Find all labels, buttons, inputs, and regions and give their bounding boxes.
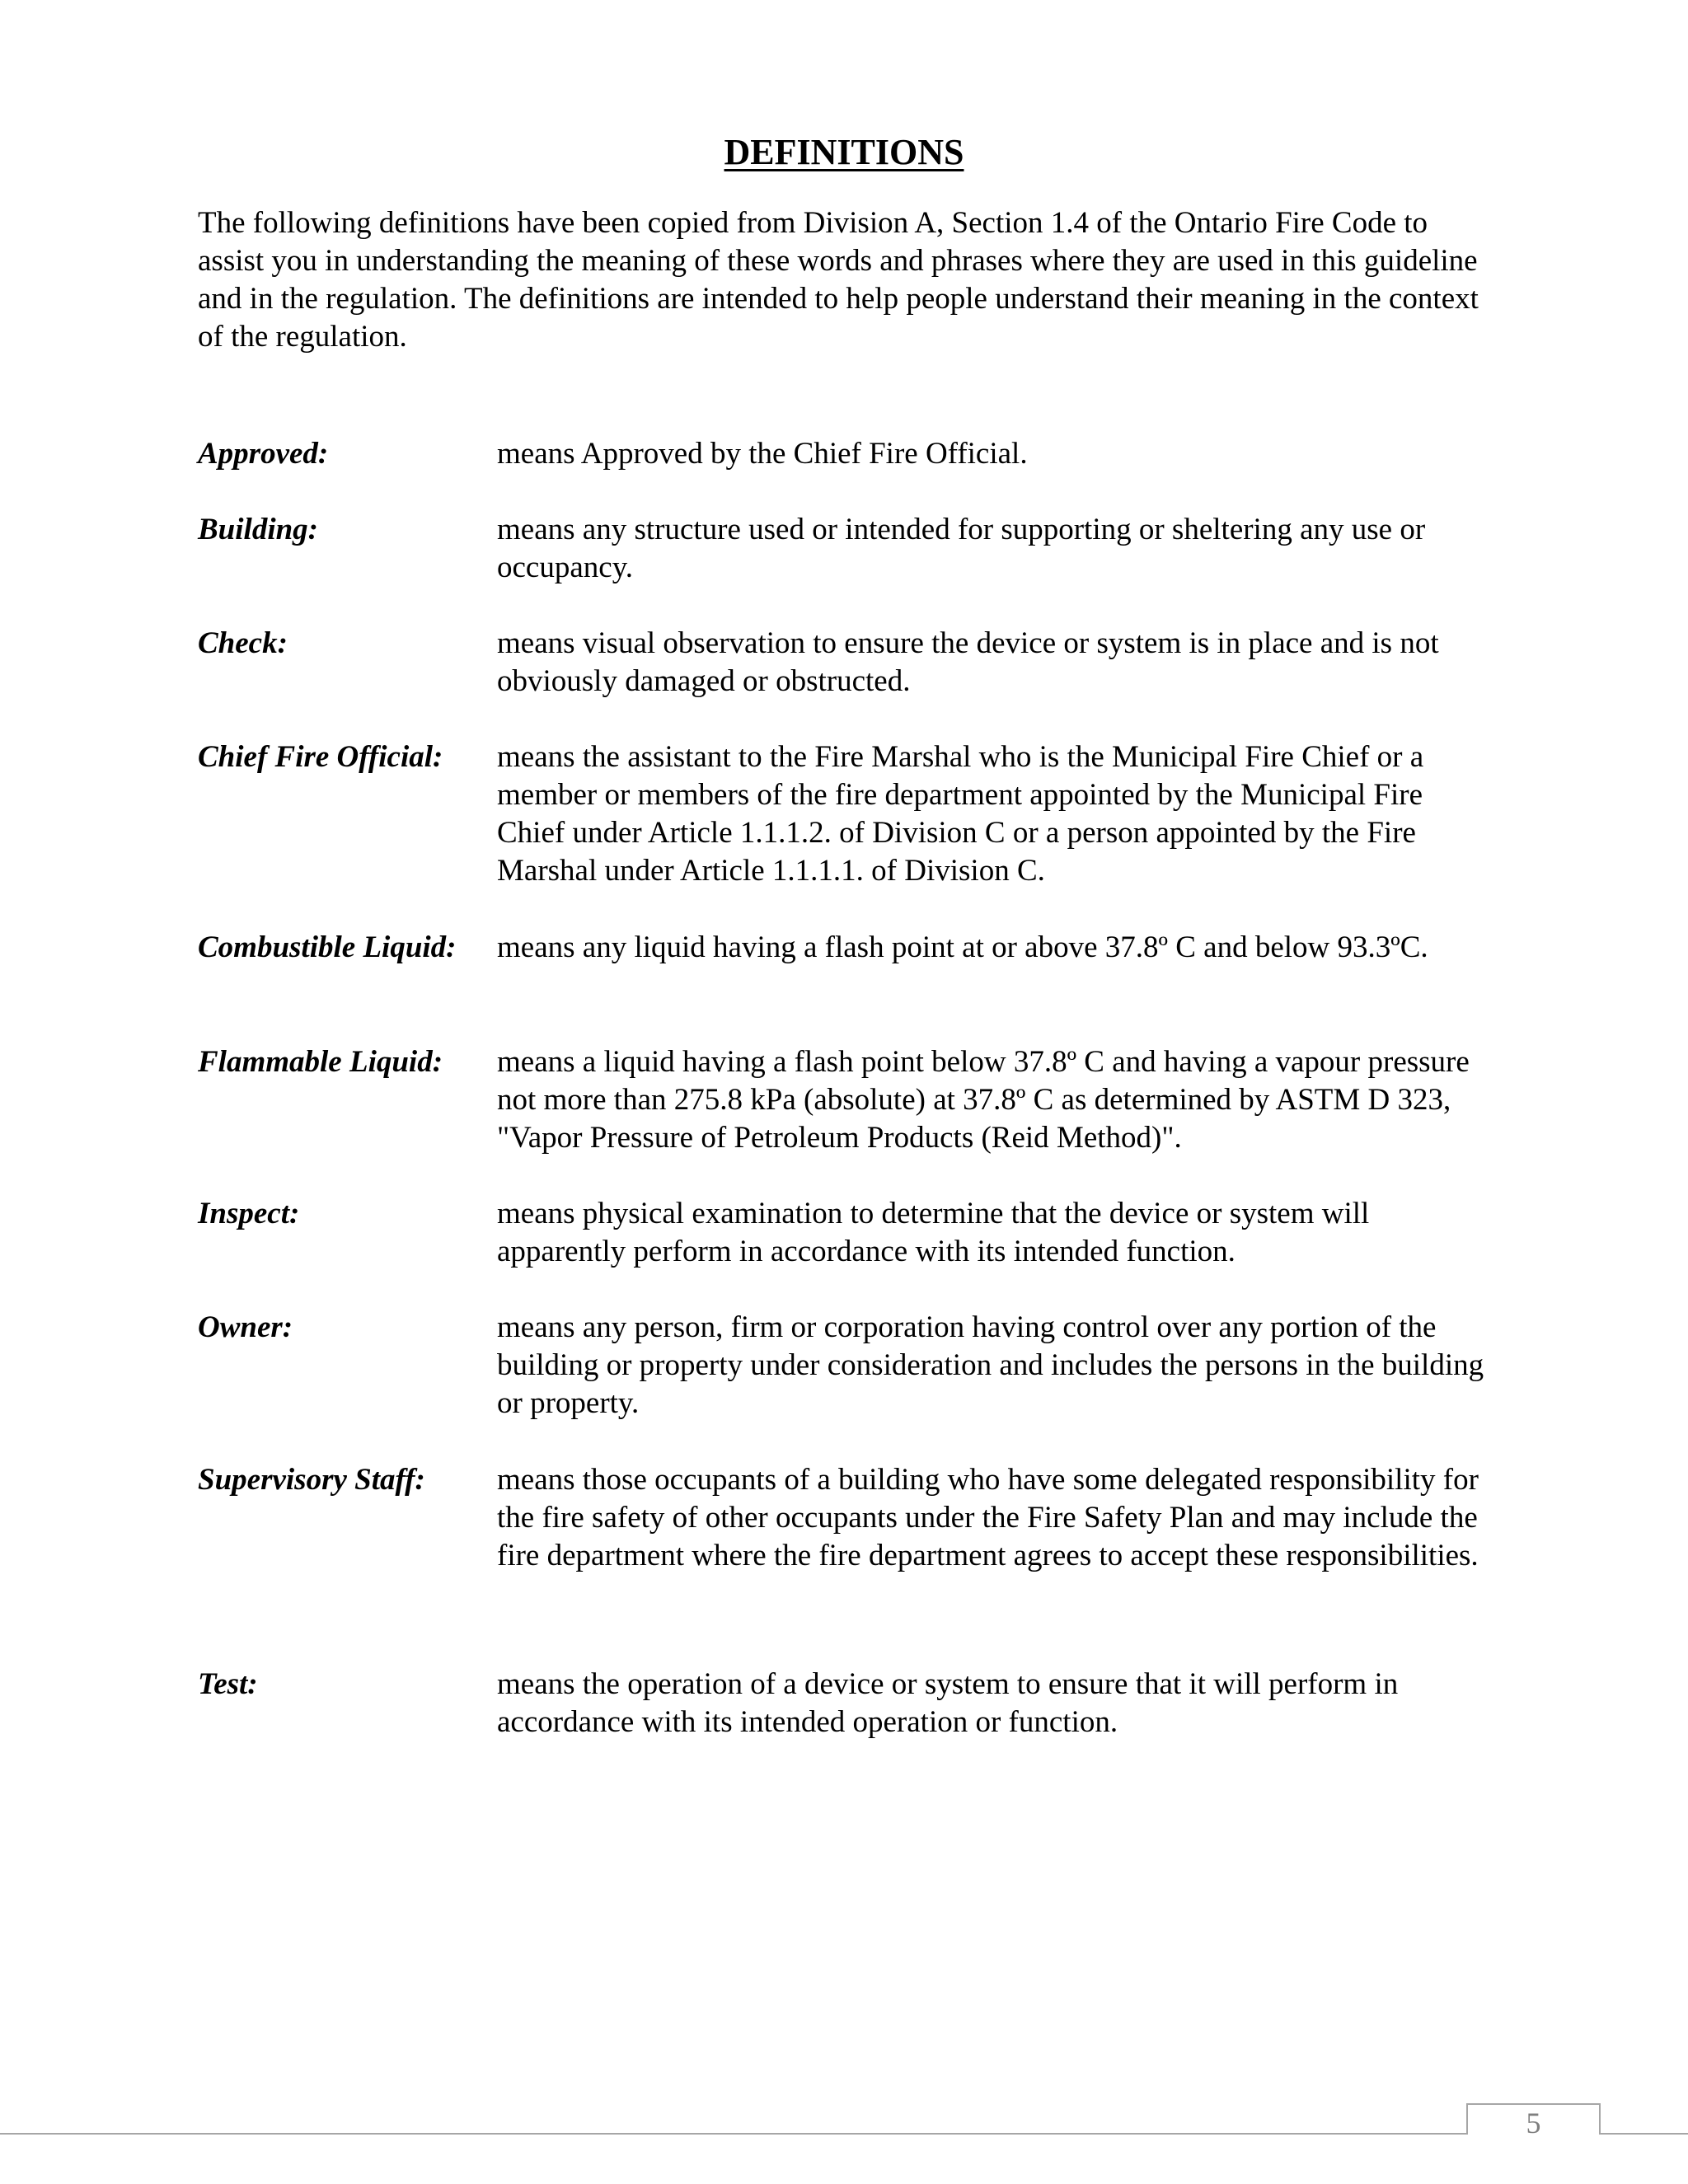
definition-term: Test:	[198, 1667, 258, 1701]
page-title: DEFINITIONS	[724, 132, 964, 172]
definition-text: means a liquid having a flash point below 37.8º C and having a vapour pressure not more than 275.8 kPa (absolute) at 37.8º C as determined by ASTM D 323, "Vapor Pressure of Petroleum Products (Reid Method)".	[497, 1045, 1470, 1155]
definition-text: means any structure used or intended for supporting or sheltering any use or occupancy.	[497, 513, 1426, 584]
definition-term: Supervisory Staff:	[198, 1463, 425, 1497]
footer-rule-right	[1599, 2133, 1688, 2135]
definition-term: Chief Fire Official:	[198, 740, 443, 774]
definition-term: Approved:	[198, 437, 329, 471]
definition-text: means the assistant to the Fire Marshal who is the Municipal Fire Chief or a member or members of the fire department appointed by the Municipal Fire Chief under Article 1.1.1.2. of Division C or a person appointed by the Fire Marshal under Article 1.1.1.1. of Division C.	[497, 740, 1424, 888]
page-number: 5	[1526, 2107, 1541, 2139]
definition-term: Combustible Liquid:	[198, 930, 457, 964]
definition-text: means Approved by the Chief Fire Official.	[497, 437, 1028, 471]
definition-text: means visual observation to ensure the device or system is in place and is not obviously damaged or obstructed.	[497, 626, 1439, 698]
definition-text: means any person, firm or corporation having control over any portion of the building or property under consideration and includes the persons in the building or property.	[497, 1310, 1484, 1420]
definition-text: means physical examination to determine that the device or system will apparently perform in accordance with its intended function.	[497, 1197, 1370, 1268]
definition-term: Check:	[198, 626, 288, 660]
footer-rule-left	[0, 2133, 1468, 2135]
definition-text: means the operation of a device or system to ensure that it will perform in accordance with its intended operation or function.	[497, 1667, 1399, 1739]
definition-term: Flammable Liquid:	[198, 1045, 443, 1079]
definition-text: means any liquid having a flash point at or above 37.8º C and below 93.3ºC.	[497, 930, 1428, 964]
intro-paragraph: The following definitions have been copied from Division A, Section 1.4 of the Ontario Fire Code to assist you in understanding the meaning of these words and phrases where they are used in this guideline and in the regulation. The definitions are intended to help people understand their meaning in the context of the regulation.	[198, 206, 1479, 354]
definition-term: Owner:	[198, 1310, 293, 1344]
definition-term: Inspect:	[198, 1197, 300, 1230]
definition-term: Building:	[198, 513, 318, 546]
definition-text: means those occupants of a building who have some delegated responsibility for the fire safety of other occupants under the Fire Safety Plan and may include the fire department where the fire department agrees to accept these responsibilities.	[497, 1463, 1479, 1572]
